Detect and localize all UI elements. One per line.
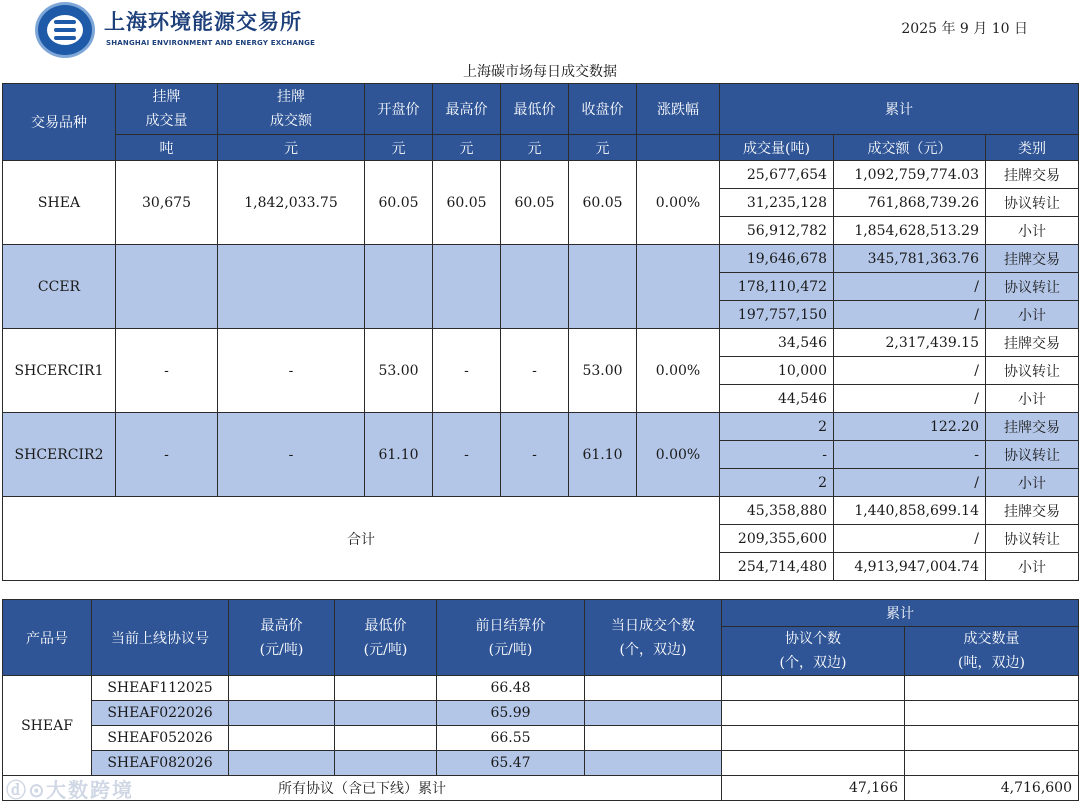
prev-settle-cell: 65.47 xyxy=(437,751,585,776)
category-cell: 挂牌交易 xyxy=(986,329,1079,357)
open-cell: 61.10 xyxy=(365,413,433,497)
day-count-cell xyxy=(585,676,722,701)
agreement-count-cell xyxy=(722,676,905,701)
listed-amount-cell: 1,842,033.75 xyxy=(218,161,365,245)
cum-volume-cell: - xyxy=(720,441,834,469)
agreement-count-cell xyxy=(722,701,905,726)
agreement-no-cell: SHEAF112025 xyxy=(92,676,229,701)
header-close: 收盘价 xyxy=(569,84,637,135)
cum-amount-cell: / xyxy=(834,301,986,329)
product-cell: SHCERCIR2 xyxy=(3,413,116,497)
table-row xyxy=(3,161,1079,189)
close-cell: 61.10 xyxy=(569,413,637,497)
category-cell: 小计 xyxy=(986,385,1079,413)
category-cell: 协议转让 xyxy=(986,273,1079,301)
t2-high-cell xyxy=(229,726,335,751)
total-amount-cell: 4,913,947,004.74 xyxy=(834,553,986,581)
category-cell: 挂牌交易 xyxy=(986,161,1079,189)
open-cell xyxy=(365,245,433,329)
header-t2-cumulative: 累计 xyxy=(722,600,1079,627)
forward-agreement-table xyxy=(2,599,1079,801)
change-cell: 0.00% xyxy=(637,413,720,497)
category-cell: 挂牌交易 xyxy=(986,245,1079,273)
volume-cell xyxy=(905,751,1079,776)
cum-volume-cell: 2 xyxy=(720,413,834,441)
total-agreement-count-cell: 47,166 xyxy=(722,776,905,801)
header-cum-volume: 成交量(吨) xyxy=(720,135,834,161)
header-day-count: 当日成交个数 (个，双边) xyxy=(585,600,722,676)
cum-amount-cell: / xyxy=(834,469,986,497)
unit-yuan: 元 xyxy=(218,135,365,161)
t2-high-cell xyxy=(229,701,335,726)
header-cum-amount: 成交额（元） xyxy=(834,135,986,161)
total-label-cell: 合计 xyxy=(3,497,720,581)
agreement-row xyxy=(3,701,1079,726)
open-cell: 60.05 xyxy=(365,161,433,245)
header-low: 最低价 xyxy=(501,84,569,135)
prev-settle-cell: 66.48 xyxy=(437,676,585,701)
prev-settle-cell: 65.99 xyxy=(437,701,585,726)
listed-volume-cell: - xyxy=(116,413,218,497)
day-count-cell xyxy=(585,726,722,751)
header-volume: 成交数量 (吨，双边) xyxy=(905,627,1079,676)
listed-volume-cell xyxy=(116,245,218,329)
low-cell: - xyxy=(501,329,569,413)
agreement-total-row xyxy=(3,776,1079,801)
unit-ton: 吨 xyxy=(116,135,218,161)
header-high: 最高价 xyxy=(433,84,501,135)
daily-trading-table xyxy=(2,83,1079,581)
agreement-row xyxy=(3,751,1079,776)
table-row xyxy=(3,245,1079,273)
high-cell: - xyxy=(433,413,501,497)
agreement-total-label: 所有协议（含已下线）累计 xyxy=(3,776,722,801)
cum-volume-cell: 34,546 xyxy=(720,329,834,357)
header-cumulative: 累计 xyxy=(720,84,1079,135)
watermark: ⓓ⊙大数跨境 xyxy=(6,774,134,803)
category-cell: 协议转让 xyxy=(986,525,1079,553)
unit-yuan: 元 xyxy=(569,135,637,161)
org-name-cn: 上海环境能源交易所 xyxy=(104,10,302,34)
t2-low-cell xyxy=(335,726,437,751)
header-listed-amount: 挂牌 成交额 xyxy=(218,84,365,135)
high-cell xyxy=(433,245,501,329)
total-amount-cell: / xyxy=(834,525,986,553)
t2-high-cell xyxy=(229,751,335,776)
high-cell: 60.05 xyxy=(433,161,501,245)
day-count-cell xyxy=(585,751,722,776)
table-row xyxy=(3,329,1079,357)
volume-cell xyxy=(905,676,1079,701)
category-cell: 小计 xyxy=(986,217,1079,245)
unit-yuan: 元 xyxy=(433,135,501,161)
header-t2-low: 最低价 (元/吨) xyxy=(335,600,437,676)
cum-volume-cell: 197,757,150 xyxy=(720,301,834,329)
product-cell: SHCERCIR1 xyxy=(3,329,116,413)
total-volume-cell: 209,355,600 xyxy=(720,525,834,553)
close-cell: 60.05 xyxy=(569,161,637,245)
cum-amount-cell: 1,092,759,774.03 xyxy=(834,161,986,189)
product-cell: CCER xyxy=(3,245,116,329)
product-cell: SHEA xyxy=(3,161,116,245)
watermark-icon: ⓓ⊙ xyxy=(6,778,47,802)
low-cell: 60.05 xyxy=(501,161,569,245)
open-cell: 53.00 xyxy=(365,329,433,413)
cum-volume-cell: 10,000 xyxy=(720,357,834,385)
t2-low-cell xyxy=(335,676,437,701)
day-count-cell xyxy=(585,701,722,726)
t2-header-row xyxy=(3,600,1079,627)
listed-amount-cell: - xyxy=(218,413,365,497)
cum-volume-cell: 31,235,128 xyxy=(720,189,834,217)
unit-yuan: 元 xyxy=(501,135,569,161)
table-unit-row xyxy=(3,135,1079,161)
listed-volume-cell: 30,675 xyxy=(116,161,218,245)
listed-amount-cell xyxy=(218,245,365,329)
t2-low-cell xyxy=(335,701,437,726)
cum-volume-cell: 56,912,782 xyxy=(720,217,834,245)
prev-settle-cell: 66.55 xyxy=(437,726,585,751)
header-listed-volume: 挂牌 成交量 xyxy=(116,84,218,135)
header-product: 交易品种 xyxy=(3,84,116,161)
change-cell xyxy=(637,245,720,329)
cum-amount-cell: / xyxy=(834,273,986,301)
agreement-count-cell xyxy=(722,726,905,751)
cum-amount-cell: 122.20 xyxy=(834,413,986,441)
change-cell: 0.00% xyxy=(637,161,720,245)
table-header-row xyxy=(3,84,1079,135)
exchange-logo xyxy=(35,2,95,58)
cum-amount-cell: / xyxy=(834,385,986,413)
agreement-no-cell: SHEAF082026 xyxy=(92,751,229,776)
volume-cell xyxy=(905,701,1079,726)
total-volume-cell: 4,716,600 xyxy=(905,776,1079,801)
org-name-en: SHANGHAI ENVIRONMENT AND ENERGY EXCHANGE xyxy=(106,39,316,47)
header-product-no: 产品号 xyxy=(3,600,92,676)
agreement-row xyxy=(3,726,1079,751)
product-no-cell: SHEAF xyxy=(3,676,92,776)
listed-volume-cell: - xyxy=(116,329,218,413)
cum-amount-cell: 761,868,739.26 xyxy=(834,189,986,217)
category-cell: 小计 xyxy=(986,469,1079,497)
page-header xyxy=(0,0,1080,62)
unit-blank xyxy=(637,135,720,161)
report-title: 上海碳市场每日成交数据 xyxy=(463,64,617,80)
agreement-no-cell: SHEAF022026 xyxy=(92,701,229,726)
close-cell xyxy=(569,245,637,329)
agreement-no-cell: SHEAF052026 xyxy=(92,726,229,751)
unit-yuan: 元 xyxy=(365,135,433,161)
total-volume-cell: 254,714,480 xyxy=(720,553,834,581)
total-amount-cell: 1,440,858,699.14 xyxy=(834,497,986,525)
category-cell: 协议转让 xyxy=(986,189,1079,217)
report-date: 2025 年 9 月 10 日 xyxy=(901,21,1028,37)
category-cell: 小计 xyxy=(986,301,1079,329)
header-t2-high: 最高价 (元/吨) xyxy=(229,600,335,676)
cum-amount-cell: 2,317,439.15 xyxy=(834,329,986,357)
cum-volume-cell: 2 xyxy=(720,469,834,497)
header-prev-settle: 前日结算价 (元/吨) xyxy=(437,600,585,676)
cum-amount-cell: 1,854,628,513.29 xyxy=(834,217,986,245)
table-row xyxy=(3,413,1079,441)
header-agreement-count: 协议个数 (个，双边) xyxy=(722,627,905,676)
header-change: 涨跌幅 xyxy=(637,84,720,135)
cum-volume-cell: 44,546 xyxy=(720,385,834,413)
total-volume-cell: 45,358,880 xyxy=(720,497,834,525)
header-agreement-no: 当前上线协议号 xyxy=(92,600,229,676)
agreement-row xyxy=(3,676,1079,701)
cum-amount-cell: / xyxy=(834,357,986,385)
header-open: 开盘价 xyxy=(365,84,433,135)
cum-amount-cell: - xyxy=(834,441,986,469)
agreement-count-cell xyxy=(722,751,905,776)
listed-amount-cell: - xyxy=(218,329,365,413)
t2-high-cell xyxy=(229,676,335,701)
change-cell: 0.00% xyxy=(637,329,720,413)
low-cell: - xyxy=(501,413,569,497)
cum-volume-cell: 178,110,472 xyxy=(720,273,834,301)
category-cell: 协议转让 xyxy=(986,357,1079,385)
category-cell: 挂牌交易 xyxy=(986,413,1079,441)
cum-amount-cell: 345,781,363.76 xyxy=(834,245,986,273)
volume-cell xyxy=(905,726,1079,751)
category-cell: 挂牌交易 xyxy=(986,497,1079,525)
t2-low-cell xyxy=(335,751,437,776)
high-cell: - xyxy=(433,329,501,413)
header-category: 类别 xyxy=(986,135,1079,161)
close-cell: 53.00 xyxy=(569,329,637,413)
category-cell: 小计 xyxy=(986,553,1079,581)
low-cell xyxy=(501,245,569,329)
cum-volume-cell: 19,646,678 xyxy=(720,245,834,273)
cum-volume-cell: 25,677,654 xyxy=(720,161,834,189)
category-cell: 协议转让 xyxy=(986,441,1079,469)
total-row xyxy=(3,497,1079,525)
